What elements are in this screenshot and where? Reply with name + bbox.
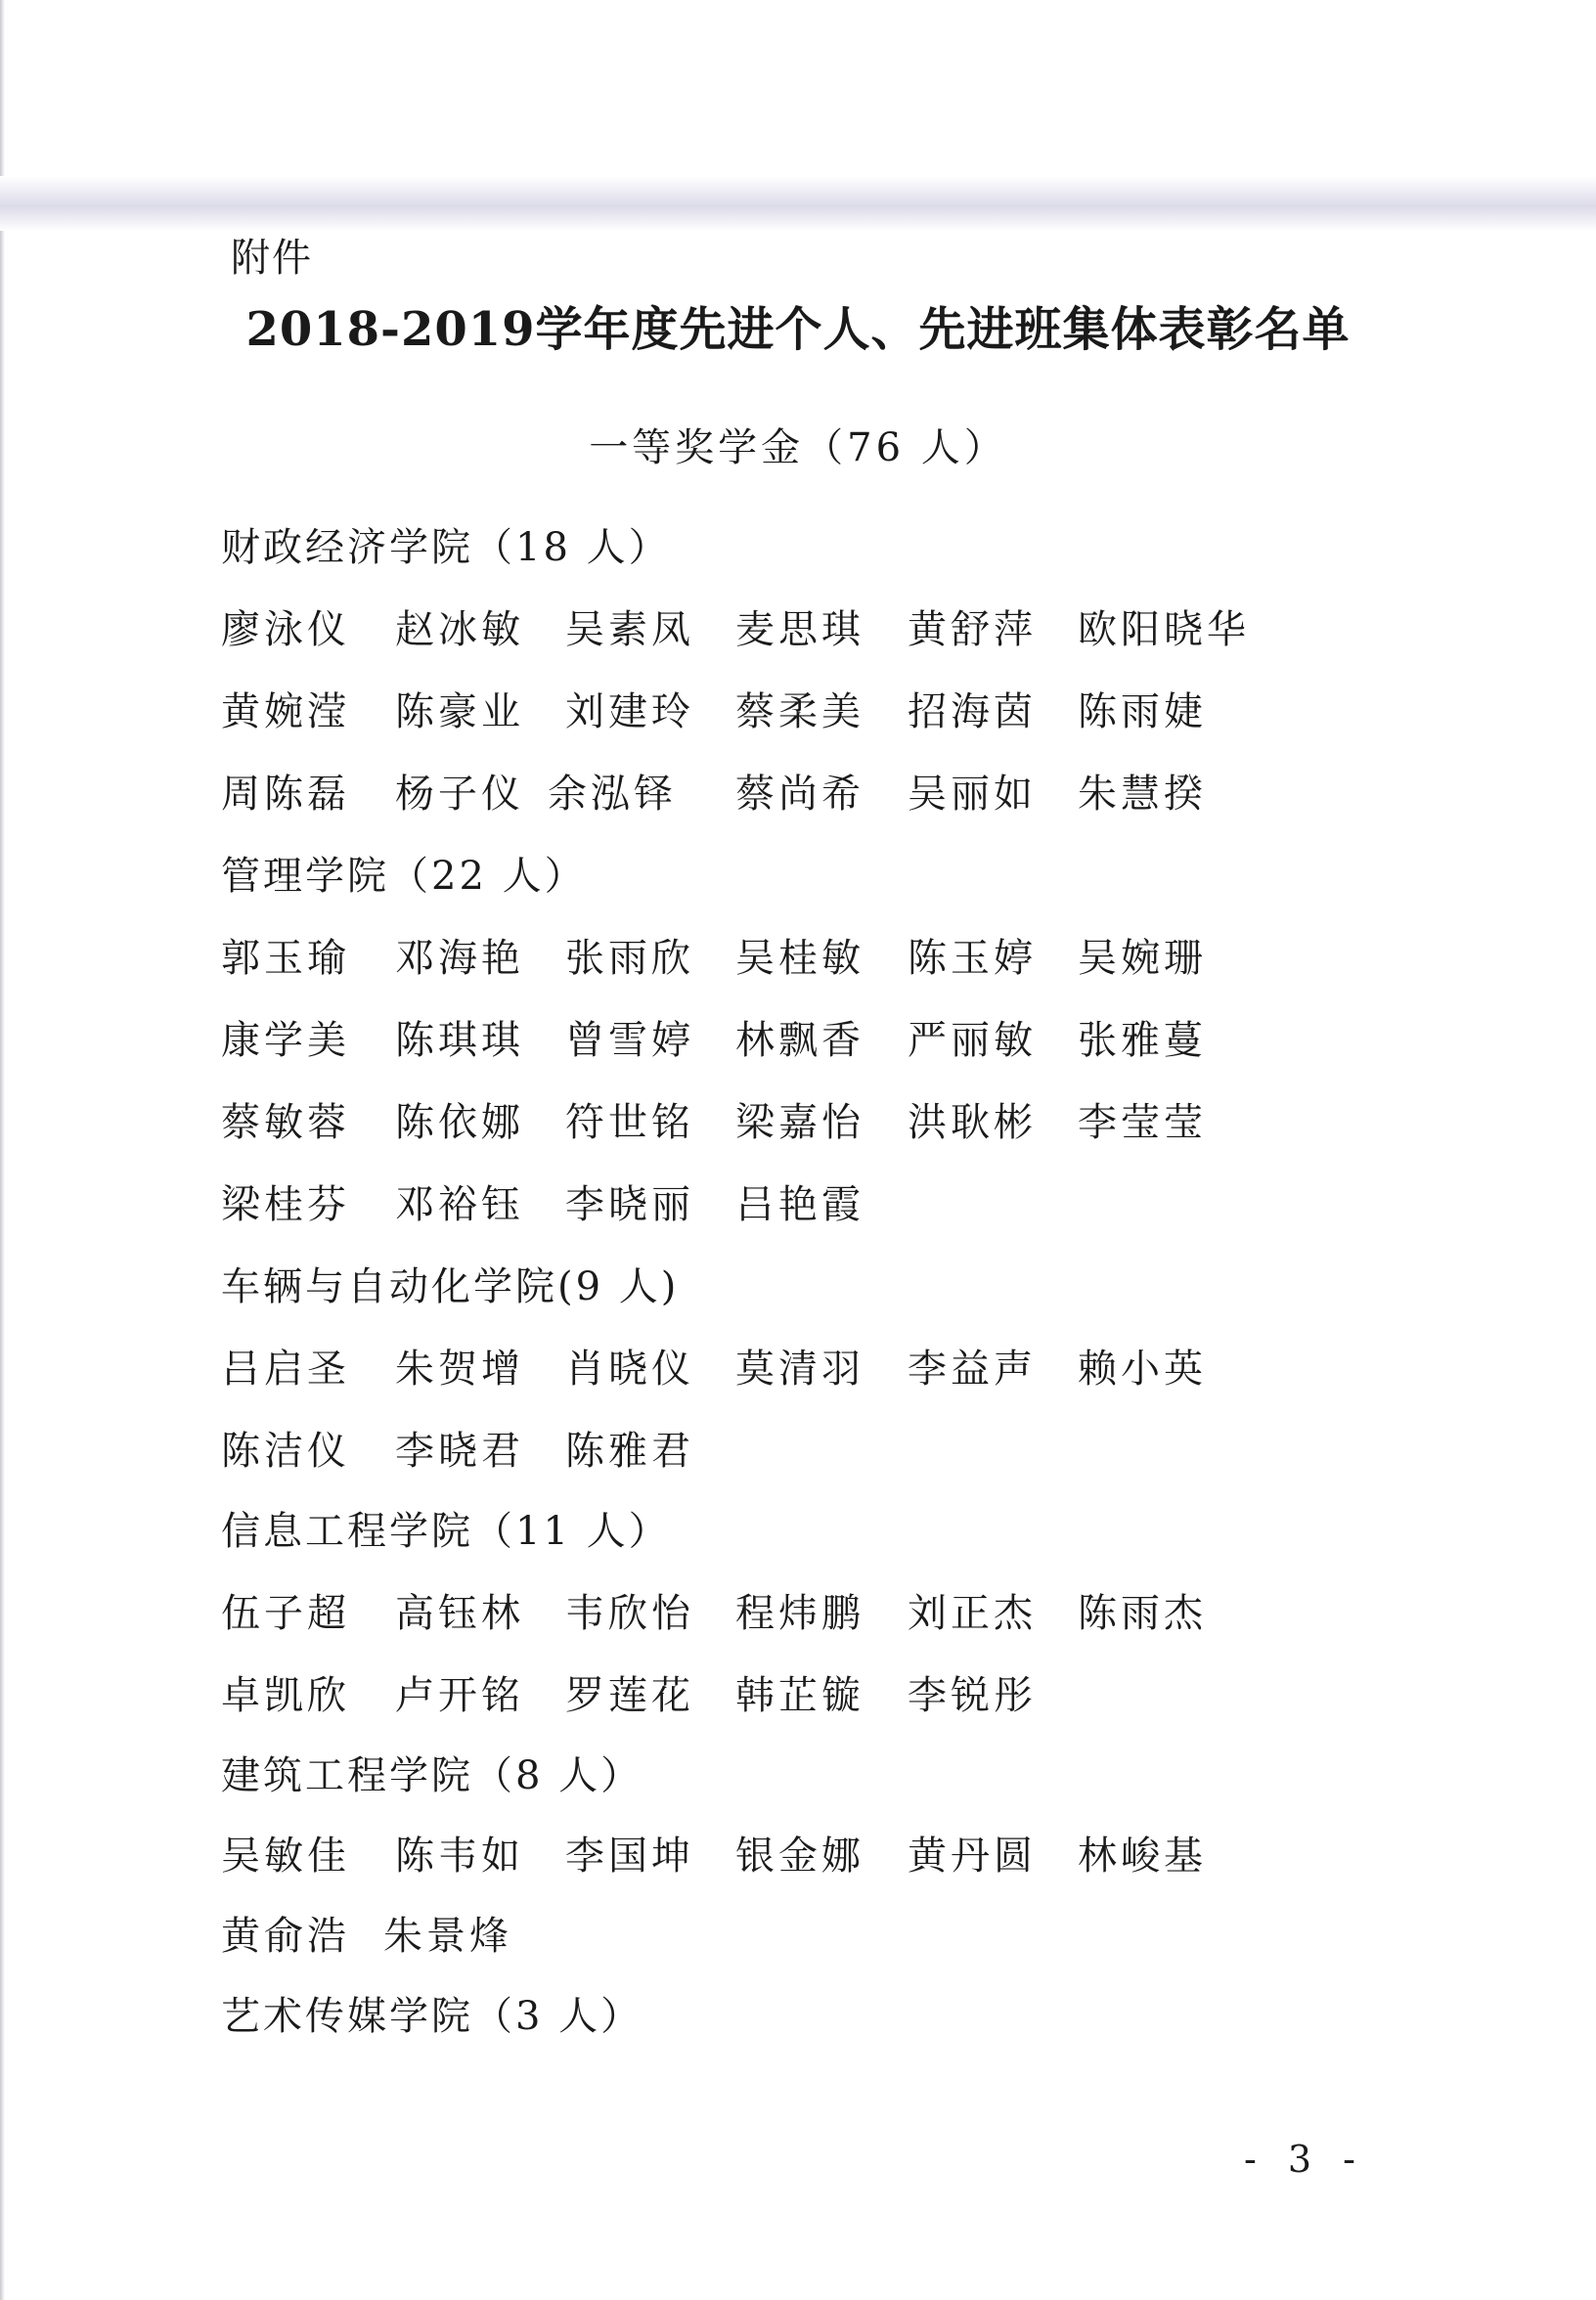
student-name: 吴丽如 [908, 772, 1037, 817]
student-name: 杨子仪 [395, 772, 524, 817]
student-name: 卢开铭 [395, 1673, 524, 1718]
student-name: 林飘香 [735, 1018, 864, 1063]
section-heading-management: 管理学院（22 人） [221, 854, 587, 899]
student-name: 韦欣怡 [565, 1591, 694, 1636]
page-number: - 3 - [1244, 2138, 1366, 2181]
student-name: 邓海艳 [395, 936, 524, 981]
student-name: 廖泳仪 [221, 607, 350, 652]
student-name: 余泓铎 [548, 772, 677, 817]
student-name: 莫清羽 [735, 1347, 864, 1392]
student-name: 洪耿彬 [908, 1100, 1037, 1145]
student-name: 康学美 [221, 1018, 350, 1063]
student-name: 吕启圣 [221, 1347, 350, 1392]
section-heading-art-media: 艺术传媒学院（3 人） [221, 1994, 643, 2039]
name-row [221, 681, 1297, 739]
student-name: 吕艳霞 [735, 1182, 864, 1227]
student-name: 罗莲花 [565, 1673, 694, 1718]
student-name: 卓凯欣 [221, 1673, 350, 1718]
scan-artifact-band [0, 176, 1596, 231]
student-name: 符世铭 [565, 1100, 694, 1145]
student-name: 李益声 [908, 1347, 1037, 1392]
student-name: 朱贺增 [395, 1347, 524, 1392]
name-row [221, 1173, 1297, 1232]
student-name: 张雅蔓 [1078, 1018, 1207, 1063]
student-name: 陈韦如 [395, 1834, 524, 1879]
student-name: 朱慧揆 [1078, 772, 1207, 817]
student-name: 陈琪琪 [395, 1018, 524, 1063]
student-name: 蔡尚希 [735, 772, 864, 817]
student-name: 吴婉珊 [1078, 936, 1207, 981]
student-name: 陈玉婷 [908, 936, 1037, 981]
section-heading-architecture-engineering: 建筑工程学院（8 人） [221, 1753, 643, 1798]
name-row [221, 1664, 1297, 1723]
student-name: 麦思琪 [735, 607, 864, 652]
student-name: 陈豪业 [395, 689, 524, 734]
student-name: 曾雪婷 [565, 1018, 694, 1063]
student-name: 陈雨婕 [1078, 689, 1207, 734]
student-name: 李莹莹 [1078, 1100, 1207, 1145]
student-name: 银金娜 [735, 1834, 864, 1879]
name-row [221, 1582, 1297, 1641]
student-name: 吴敏佳 [221, 1834, 350, 1879]
student-name: 李锐彤 [908, 1673, 1037, 1718]
student-name: 邓裕钰 [395, 1182, 524, 1227]
student-name: 李晓君 [395, 1429, 524, 1474]
student-name: 梁嘉怡 [735, 1100, 864, 1145]
student-name: 赵冰敏 [395, 607, 524, 652]
student-name: 陈雨杰 [1078, 1591, 1207, 1636]
student-name: 陈洁仪 [221, 1429, 350, 1474]
student-name: 程炜鹏 [735, 1591, 864, 1636]
name-row [221, 1420, 1297, 1479]
section-heading-information-engineering: 信息工程学院（11 人） [221, 1509, 671, 1554]
student-name: 陈依娜 [395, 1100, 524, 1145]
name-row [221, 1091, 1297, 1150]
student-name: 肖晓仪 [565, 1347, 694, 1392]
attachment-label: 附件 [231, 236, 313, 281]
student-name: 韩芷镟 [735, 1673, 864, 1718]
name-row [221, 1825, 1297, 1883]
student-name: 吴素凤 [565, 607, 694, 652]
student-name: 蔡敏蓉 [221, 1100, 350, 1145]
student-name: 黄婉滢 [221, 689, 350, 734]
student-name: 刘正杰 [908, 1591, 1037, 1636]
student-name: 吴桂敏 [735, 936, 864, 981]
student-name: 高钰林 [395, 1591, 524, 1636]
student-name: 李国坤 [565, 1834, 694, 1879]
name-row [221, 1905, 1297, 1964]
student-name: 张雨欣 [565, 936, 694, 981]
document-title: 2018-2019学年度先进个人、先进班集体表彰名单 [245, 302, 1351, 357]
name-row [221, 763, 1297, 821]
award-subtitle: 一等奖学金（76 人） [589, 425, 1007, 470]
student-name: 梁桂芬 [221, 1182, 350, 1227]
student-name: 蔡柔美 [735, 689, 864, 734]
student-name: 伍子超 [221, 1591, 350, 1636]
student-name: 赖小英 [1078, 1347, 1207, 1392]
student-name: 严丽敏 [908, 1018, 1037, 1063]
section-heading-finance: 财政经济学院（18 人） [221, 525, 671, 570]
name-row [221, 1338, 1297, 1396]
student-name: 黄舒萍 [908, 607, 1037, 652]
student-name: 欧阳晓华 [1078, 607, 1250, 652]
student-name: 朱景烽 [383, 1914, 512, 1959]
name-row [221, 598, 1297, 657]
name-row [221, 927, 1297, 986]
student-name: 招海茵 [908, 689, 1037, 734]
name-row [221, 1009, 1297, 1068]
student-name: 陈雅君 [565, 1429, 694, 1474]
student-name: 黄丹圆 [908, 1834, 1037, 1879]
student-name: 刘建玲 [565, 689, 694, 734]
student-name: 郭玉瑜 [221, 936, 350, 981]
student-name: 林峻基 [1078, 1834, 1207, 1879]
student-name: 李晓丽 [565, 1182, 694, 1227]
student-name: 黄俞浩 [221, 1914, 350, 1959]
section-heading-vehicle-automation: 车辆与自动化学院(9 人) [221, 1264, 680, 1309]
student-name: 周陈磊 [221, 772, 350, 817]
